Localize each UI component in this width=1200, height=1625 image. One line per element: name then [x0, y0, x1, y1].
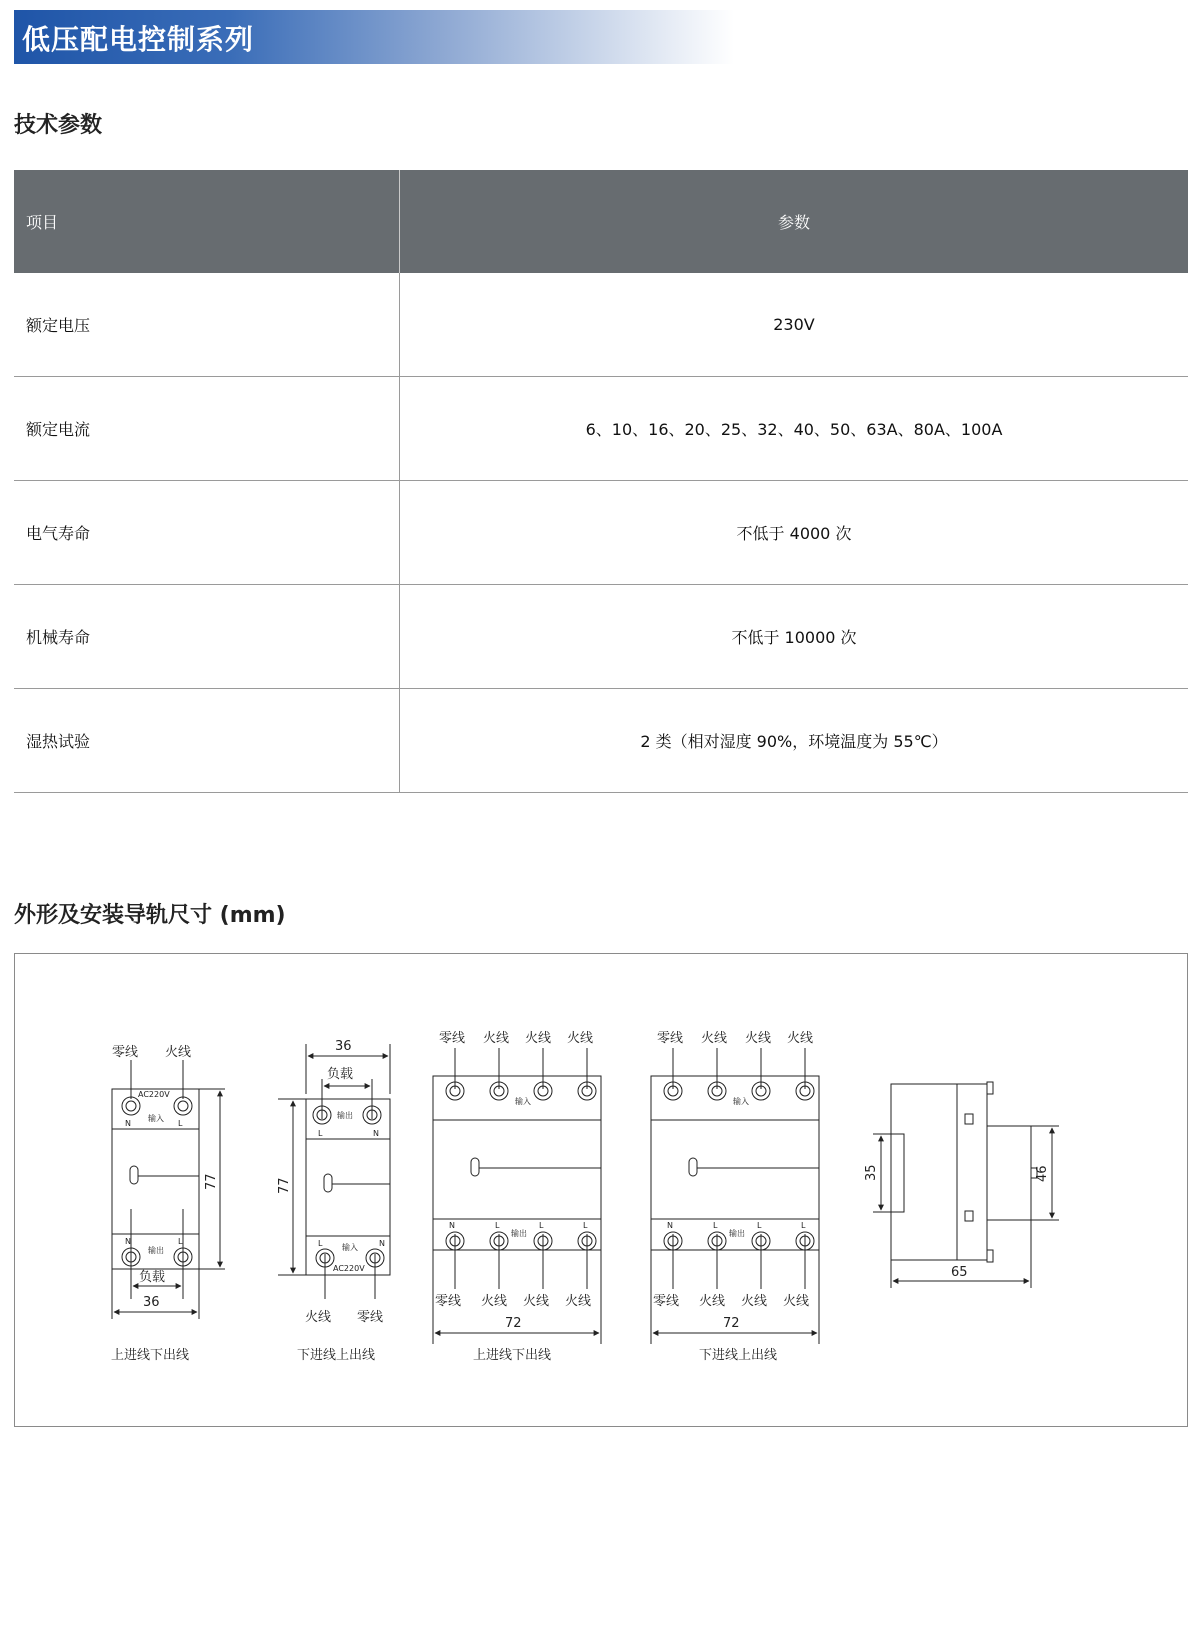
d4-top-4: 火线 — [787, 1031, 814, 1046]
d2-l-bot: L — [318, 1239, 323, 1248]
header-title: 低压配电控制系列 — [22, 23, 255, 56]
section-title-dimensions: 外形及安装导轨尺寸 (mm) — [14, 903, 286, 928]
d1-n-top: N — [125, 1119, 131, 1128]
d1-in: 输入 — [148, 1114, 164, 1123]
table-row — [14, 689, 1188, 793]
row-label: 机械寿命 — [14, 585, 400, 689]
row-value: 230V — [400, 273, 1189, 377]
table-row — [14, 481, 1188, 585]
header-cell-param: 参数 — [400, 170, 1189, 273]
d2-bottom-left: 火线 — [305, 1310, 332, 1325]
d3-bot-3: 火线 — [523, 1294, 550, 1309]
d3-term-1: N — [449, 1221, 455, 1230]
d1-height: 77 — [204, 1173, 219, 1190]
d1-caption: 上进线下出线 — [111, 1348, 190, 1363]
d3-term-4: L — [583, 1221, 588, 1230]
d2-caption: 下进线上出线 — [297, 1348, 376, 1363]
d4-top-1: 零线 — [657, 1031, 684, 1046]
d3-term-3: L — [539, 1221, 544, 1230]
table-row — [14, 273, 1188, 377]
drawing-2 — [277, 1039, 390, 1363]
d3-caption: 上进线下出线 — [473, 1348, 552, 1363]
d2-width: 36 — [335, 1039, 352, 1054]
d5-depth: 65 — [951, 1265, 968, 1280]
table-header-row — [14, 170, 1188, 273]
d3-top-4: 火线 — [567, 1031, 594, 1046]
d1-l-top: L — [178, 1119, 183, 1128]
d2-in: 输入 — [342, 1243, 358, 1252]
d2-l-top: L — [318, 1129, 323, 1138]
drawing-4 — [651, 1030, 819, 1363]
d2-n-bot: N — [379, 1239, 385, 1248]
d1-n-bot: N — [125, 1237, 131, 1246]
d3-top-2: 火线 — [483, 1031, 510, 1046]
d1-term-top: AC220V — [138, 1090, 170, 1099]
row-value: 不低于 4000 次 — [400, 481, 1189, 585]
d5-rail: 35 — [864, 1164, 879, 1181]
dimension-drawings — [14, 953, 1188, 1427]
d1-top-left: 零线 — [112, 1045, 139, 1060]
d4-out: 输出 — [729, 1229, 745, 1238]
header-banner — [14, 10, 734, 64]
d4-bot-3: 火线 — [741, 1294, 768, 1309]
d3-top-3: 火线 — [525, 1031, 552, 1046]
d2-load: 负载 — [327, 1067, 354, 1082]
row-label: 额定电压 — [14, 273, 400, 377]
d2-height: 77 — [277, 1177, 292, 1194]
row-label: 额定电流 — [14, 377, 400, 481]
drawing-5-side-view — [864, 1082, 1059, 1288]
d4-term-1: N — [667, 1221, 673, 1230]
section-title-specs: 技术参数 — [14, 113, 103, 138]
d3-width: 72 — [505, 1316, 522, 1331]
d3-out: 输出 — [511, 1229, 527, 1238]
drawing-1 — [111, 1044, 225, 1363]
d1-width: 36 — [143, 1295, 160, 1310]
table-row — [14, 585, 1188, 689]
d4-term-2: L — [713, 1221, 718, 1230]
row-value: 不低于 10000 次 — [400, 585, 1189, 689]
drawings-svg — [15, 954, 1189, 1428]
d3-bot-4: 火线 — [565, 1294, 592, 1309]
d3-in: 输入 — [515, 1097, 531, 1106]
d2-n-top: N — [373, 1129, 379, 1138]
d2-term-bottom: AC220V — [333, 1264, 365, 1273]
d1-l-bot: L — [178, 1237, 183, 1246]
spec-table — [14, 170, 1188, 793]
row-label: 电气寿命 — [14, 481, 400, 585]
d5-rear-body — [891, 1084, 957, 1260]
d5-mid-body — [957, 1084, 987, 1260]
d4-term-3: L — [757, 1221, 762, 1230]
table-row — [14, 377, 1188, 481]
d2-out: 输出 — [337, 1111, 353, 1120]
d4-top-2: 火线 — [701, 1031, 728, 1046]
d4-bot-2: 火线 — [699, 1294, 726, 1309]
d4-bot-1: 零线 — [653, 1294, 680, 1309]
d4-bot-4: 火线 — [783, 1294, 810, 1309]
d3-bot-2: 火线 — [481, 1294, 508, 1309]
d3-top-1: 零线 — [439, 1031, 466, 1046]
row-value: 6、10、16、20、25、32、40、50、63A、80A、100A — [400, 377, 1189, 481]
d4-width: 72 — [723, 1316, 740, 1331]
row-value: 2 类（相对湿度 90%，环境温度为 55℃） — [400, 689, 1189, 793]
d1-out: 输出 — [148, 1246, 164, 1255]
d1-load: 负载 — [139, 1270, 166, 1285]
d2-bottom-right: 零线 — [357, 1310, 384, 1325]
d4-term-4: L — [801, 1221, 806, 1230]
d3-bot-1: 零线 — [435, 1294, 462, 1309]
d4-top-3: 火线 — [745, 1031, 772, 1046]
d4-caption: 下进线上出线 — [699, 1348, 778, 1363]
header-cell-item: 项目 — [14, 170, 400, 273]
d5-front-body — [987, 1126, 1031, 1220]
d5-height: 46 — [1035, 1165, 1050, 1182]
d3-term-2: L — [495, 1221, 500, 1230]
drawing-3 — [433, 1030, 601, 1363]
d1-top-right: 火线 — [165, 1045, 192, 1060]
row-label: 湿热试验 — [14, 689, 400, 793]
d4-in: 输入 — [733, 1097, 749, 1106]
